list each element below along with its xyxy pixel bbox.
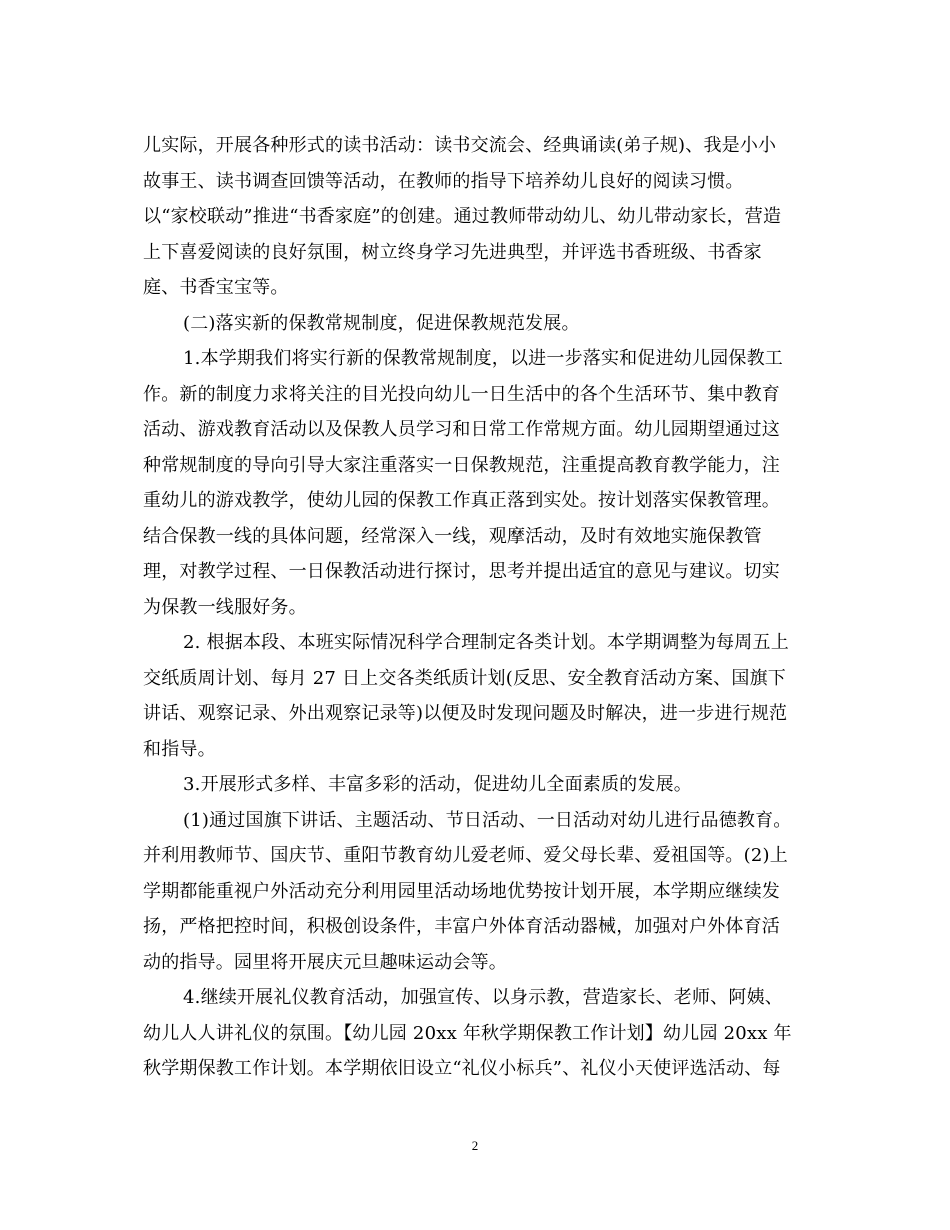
text-line: 并利用教师节、国庆节、重阳节教育幼儿爱老师、爱父母长辈、爱祖国等。(2)上 bbox=[143, 845, 788, 866]
text-line: (1)通过国旗下讲话、主题活动、节日活动、一日活动对幼儿进行品德教育。 bbox=[183, 809, 792, 831]
text-line: 1.本学期我们将实行新的保教常规制度，以进一步落实和促进幼儿园保教工 bbox=[183, 348, 783, 369]
text-line: 动的指导。园里将开展庆元旦趣味运动会等。 bbox=[143, 951, 507, 973]
text-line: 和指导。 bbox=[143, 738, 216, 760]
text-line: 秋学期保教工作计划。本学期依旧设立“礼仪小标兵”、礼仪小天使评选活动、每 bbox=[143, 1058, 781, 1079]
text-line: 以“家校联动”推进“书香家庭”的创建。通过教师带动幼儿、幼儿带动家长，营造 bbox=[143, 206, 782, 227]
document-body bbox=[143, 128, 823, 1087]
text-line: 3.开展形式多样、丰富多彩的活动，促进幼儿全面素质的发展。 bbox=[183, 774, 692, 795]
text-line: 活动、游戏教育活动以及保教人员学习和日常工作常规方面。幼儿园期望通过这 bbox=[143, 419, 780, 440]
text-line: 4.继续开展礼仪教育活动，加强宣传、以身示教，营造家长、老师、阿姨、 bbox=[183, 987, 783, 1008]
page-number: 2 bbox=[471, 1138, 479, 1153]
text-line: 理，对教学过程、一日保教活动进行探讨，思考并提出适宜的意见与建议。切实 bbox=[143, 561, 780, 582]
text-line: 庭、书香宝宝等。 bbox=[143, 277, 289, 298]
text-line: 幼儿人人讲礼仪的氛围。【幼儿园 20xx 年秋学期保教工作计划】幼儿园 20xx 年 bbox=[143, 1022, 792, 1044]
text-line: 上下喜爱阅读的良好氛围，树立终身学习先进典型，并评选书香班级、书香家 bbox=[143, 241, 762, 263]
text-line: 作。新的制度力求将关注的目光投向幼儿一日生活中的各个生活环节、集中教育 bbox=[143, 383, 780, 405]
text-line: 扬，严格把控时间，积极创设条件，丰富户外体育活动器械，加强对户外体育活 bbox=[143, 916, 780, 937]
text-line: 为保教一线服好务。 bbox=[143, 596, 307, 618]
text-line: 儿实际，开展各种形式的读书活动：读书交流会、经典诵读(弟子规)、我是小小 bbox=[143, 135, 777, 156]
text-line: 学期都能重视户外活动充分利用园里活动场地优势按计划开展，本学期应继续发 bbox=[143, 880, 780, 902]
text-line: 结合保教一线的具体问题，经常深入一线，观摩活动，及时有效地实施保教管 bbox=[143, 525, 762, 547]
text-line: 讲话、观察记录、外出观察记录等)以便及时发现问题及时解决，进一步进行规范 bbox=[143, 703, 788, 724]
text-line: (二)落实新的保教常规制度，促进保教规范发展。 bbox=[183, 312, 580, 334]
text-line: 重幼儿的游戏教学，使幼儿园的保教工作真正落到实处。按计划落实保教管理。 bbox=[143, 490, 780, 511]
text-line: 2. 根据本段、本班实际情况科学合理制定各类计划。本学期调整为每周五上 bbox=[183, 632, 789, 653]
text-line: 种常规制度的导向引导大家注重落实一日保教规范，注重提高教育教学能力，注 bbox=[143, 454, 780, 476]
text-line: 交纸质周计划、每月 27 日上交各类纸质计划(反思、安全教育活动方案、国旗下 bbox=[143, 667, 786, 689]
text-line: 故事王、读书调查回馈等活动，在教师的指导下培养幼儿良好的阅读习惯。 bbox=[143, 170, 744, 192]
